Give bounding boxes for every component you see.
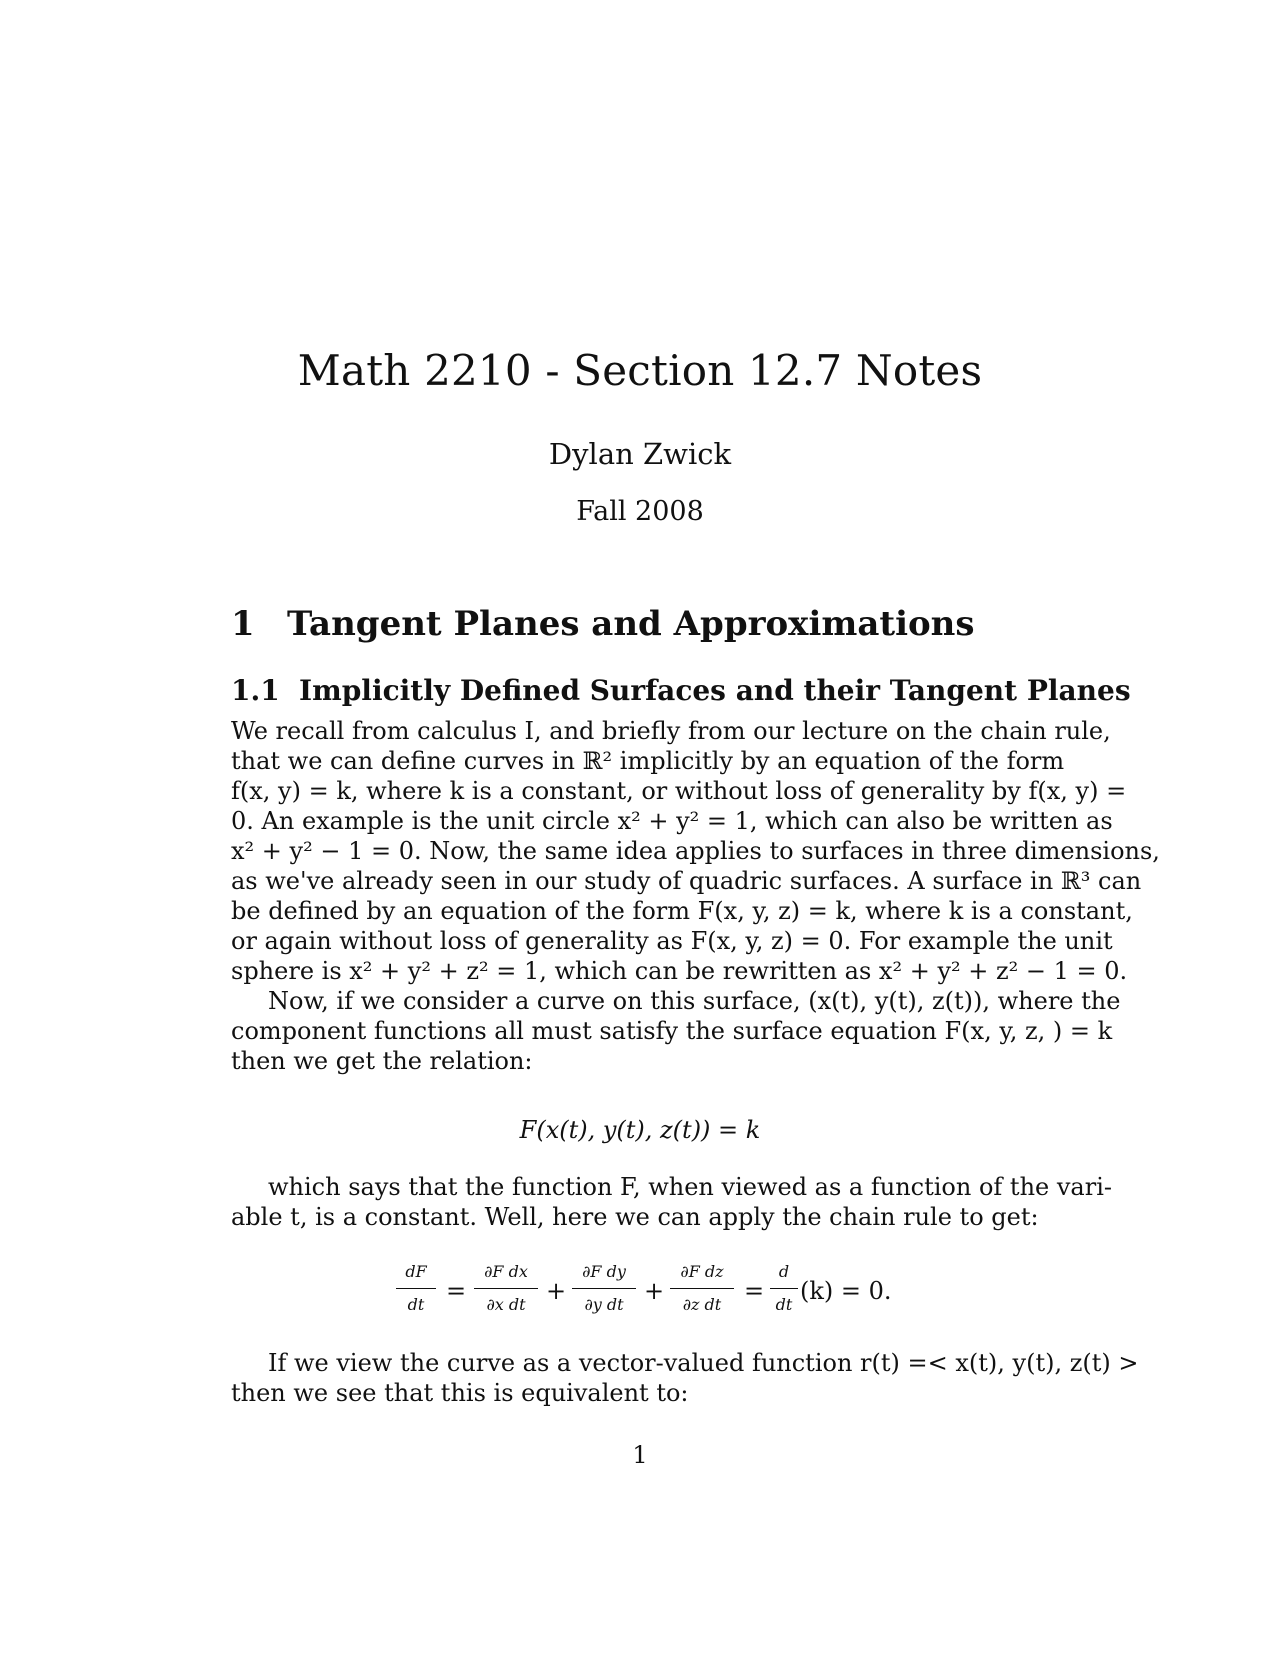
fraction-partial-z: ∂F dz ∂z dt — [670, 1258, 734, 1319]
para1-line: We recall from calculus I, and briefly from our lecture on the chain rule, — [231, 717, 1111, 745]
equals-sign: = — [744, 1277, 765, 1305]
author-name: Dylan Zwick — [548, 437, 732, 471]
document-date: Fall 2008 — [576, 496, 704, 527]
section-heading — [231, 603, 975, 645]
fraction-dF-dt: dF dt — [396, 1258, 436, 1319]
section-number: 1 — [231, 604, 255, 644]
para3-line: which says that the function F, when viewed as a function of the vari- — [268, 1173, 1112, 1201]
para2-line: Now, if we consider a curve on this surface, (x(t), y(t), z(t)), where the — [268, 987, 1121, 1015]
equation-tail: (k) = 0. — [800, 1277, 892, 1305]
plus-sign: + — [644, 1277, 665, 1305]
document-title: Math 2210 - Section 12.7 Notes — [297, 346, 983, 395]
para4-line: If we view the curve as a vector-valued function r(t) =< x(t), y(t), z(t) > — [268, 1349, 1139, 1377]
fraction-d-dt: d dt — [770, 1258, 798, 1319]
fraction-partial-y: ∂F dy ∂y dt — [572, 1258, 636, 1319]
para4-line: then we see that this is equivalent to: — [231, 1379, 689, 1407]
para1-line: be defined by an equation of the form F(x, y, z) = k, where k is a constant, — [231, 897, 1133, 925]
para1-line: x² + y² − 1 = 0. Now, the same idea applies to surfaces in three dimensions, — [231, 837, 1160, 865]
plus-sign: + — [546, 1277, 567, 1305]
para1-line: 0. An example is the unit circle x² + y² = 1, which can also be written as — [231, 807, 1113, 835]
subsection-heading — [231, 673, 1131, 709]
para2-line: then we get the relation: — [231, 1047, 533, 1075]
equals-sign: = — [446, 1277, 467, 1305]
para1-line: as we've already seen in our study of quadric surfaces. A surface in ℝ³ can — [231, 867, 1142, 895]
page-number: 1 — [632, 1441, 648, 1469]
para3-line: able t, is a constant. Well, here we can apply the chain rule to get: — [231, 1203, 1039, 1231]
para1-line: or again without loss of generality as F(x, y, z) = 0. For example the unit — [231, 927, 1113, 955]
para2-line: component functions all must satisfy the surface equation F(x, y, z, ) = k — [231, 1017, 1113, 1045]
equation-relation: F(x(t), y(t), z(t)) = k — [519, 1116, 761, 1144]
subsection-title: Implicitly Defined Surfaces and their Tangent Planes — [299, 674, 1131, 707]
fraction-partial-x: ∂F dx ∂x dt — [474, 1258, 538, 1319]
section-title: Tangent Planes and Approximations — [287, 604, 975, 644]
subsection-number: 1.1 — [231, 674, 280, 707]
para1-line: that we can define curves in ℝ² implicitly by an equation of the form — [231, 747, 1065, 775]
para1-line: f(x, y) = k, where k is a constant, or without loss of generality by f(x, y) = — [231, 777, 1127, 805]
para1-line: sphere is x² + y² + z² = 1, which can be rewritten as x² + y² + z² − 1 = 0. — [231, 957, 1128, 985]
